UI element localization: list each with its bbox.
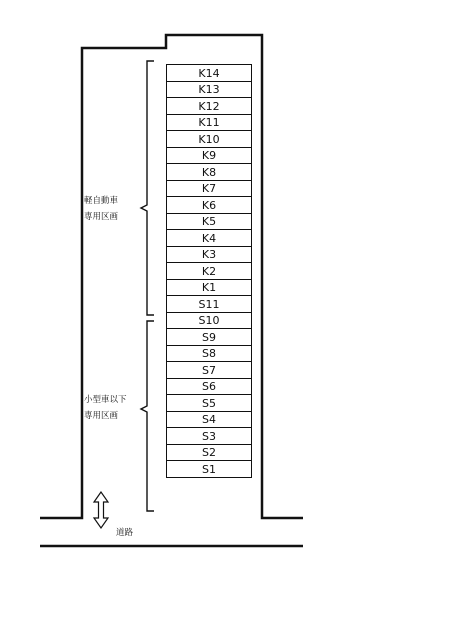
parking-stall-s5: S5 bbox=[166, 394, 252, 412]
parking-stall-stack bbox=[166, 64, 252, 478]
parking-stall-k4: K4 bbox=[166, 229, 252, 247]
road-label: 道路 bbox=[116, 528, 134, 538]
parking-stall-s7: S7 bbox=[166, 361, 252, 379]
parking-stall-s2: S2 bbox=[166, 444, 252, 462]
parking-stall-k2: K2 bbox=[166, 262, 252, 280]
parking-stall-k5: K5 bbox=[166, 213, 252, 231]
parking-stall-s1: S1 bbox=[166, 460, 252, 478]
parking-stall-k7: K7 bbox=[166, 180, 252, 198]
parking-stall-s9: S9 bbox=[166, 328, 252, 346]
parking-stall-k14: K14 bbox=[166, 64, 252, 82]
parking-stall-k10: K10 bbox=[166, 130, 252, 148]
parking-stall-s6: S6 bbox=[166, 378, 252, 396]
parking-stall-k12: K12 bbox=[166, 97, 252, 115]
parking-stall-k9: K9 bbox=[166, 147, 252, 165]
kei-zone-label-line2: 専用区画 bbox=[84, 211, 119, 222]
parking-stall-k3: K3 bbox=[166, 246, 252, 264]
small-zone-bracket bbox=[141, 321, 154, 511]
parking-stall-k6: K6 bbox=[166, 196, 252, 214]
parking-stall-s3: S3 bbox=[166, 427, 252, 445]
parking-stall-k13: K13 bbox=[166, 81, 252, 99]
kei-zone-bracket bbox=[141, 61, 154, 315]
parking-stall-s10: S10 bbox=[166, 312, 252, 330]
parking-stall-s8: S8 bbox=[166, 345, 252, 363]
parking-stall-k1: K1 bbox=[166, 279, 252, 297]
small-zone-label-line1: 小型車以下 bbox=[84, 395, 127, 405]
parking-stall-k11: K11 bbox=[166, 114, 252, 132]
double-arrow-vertical-icon bbox=[94, 492, 108, 528]
parking-stall-s4: S4 bbox=[166, 411, 252, 429]
parking-stall-k8: K8 bbox=[166, 163, 252, 181]
parking-stall-s11: S11 bbox=[166, 295, 252, 313]
small-zone-label-line2: 専用区画 bbox=[84, 410, 119, 421]
small-zone-label bbox=[84, 396, 127, 428]
kei-zone-label-line1: 軽自動車 bbox=[84, 196, 119, 206]
kei-zone-label bbox=[84, 197, 118, 229]
